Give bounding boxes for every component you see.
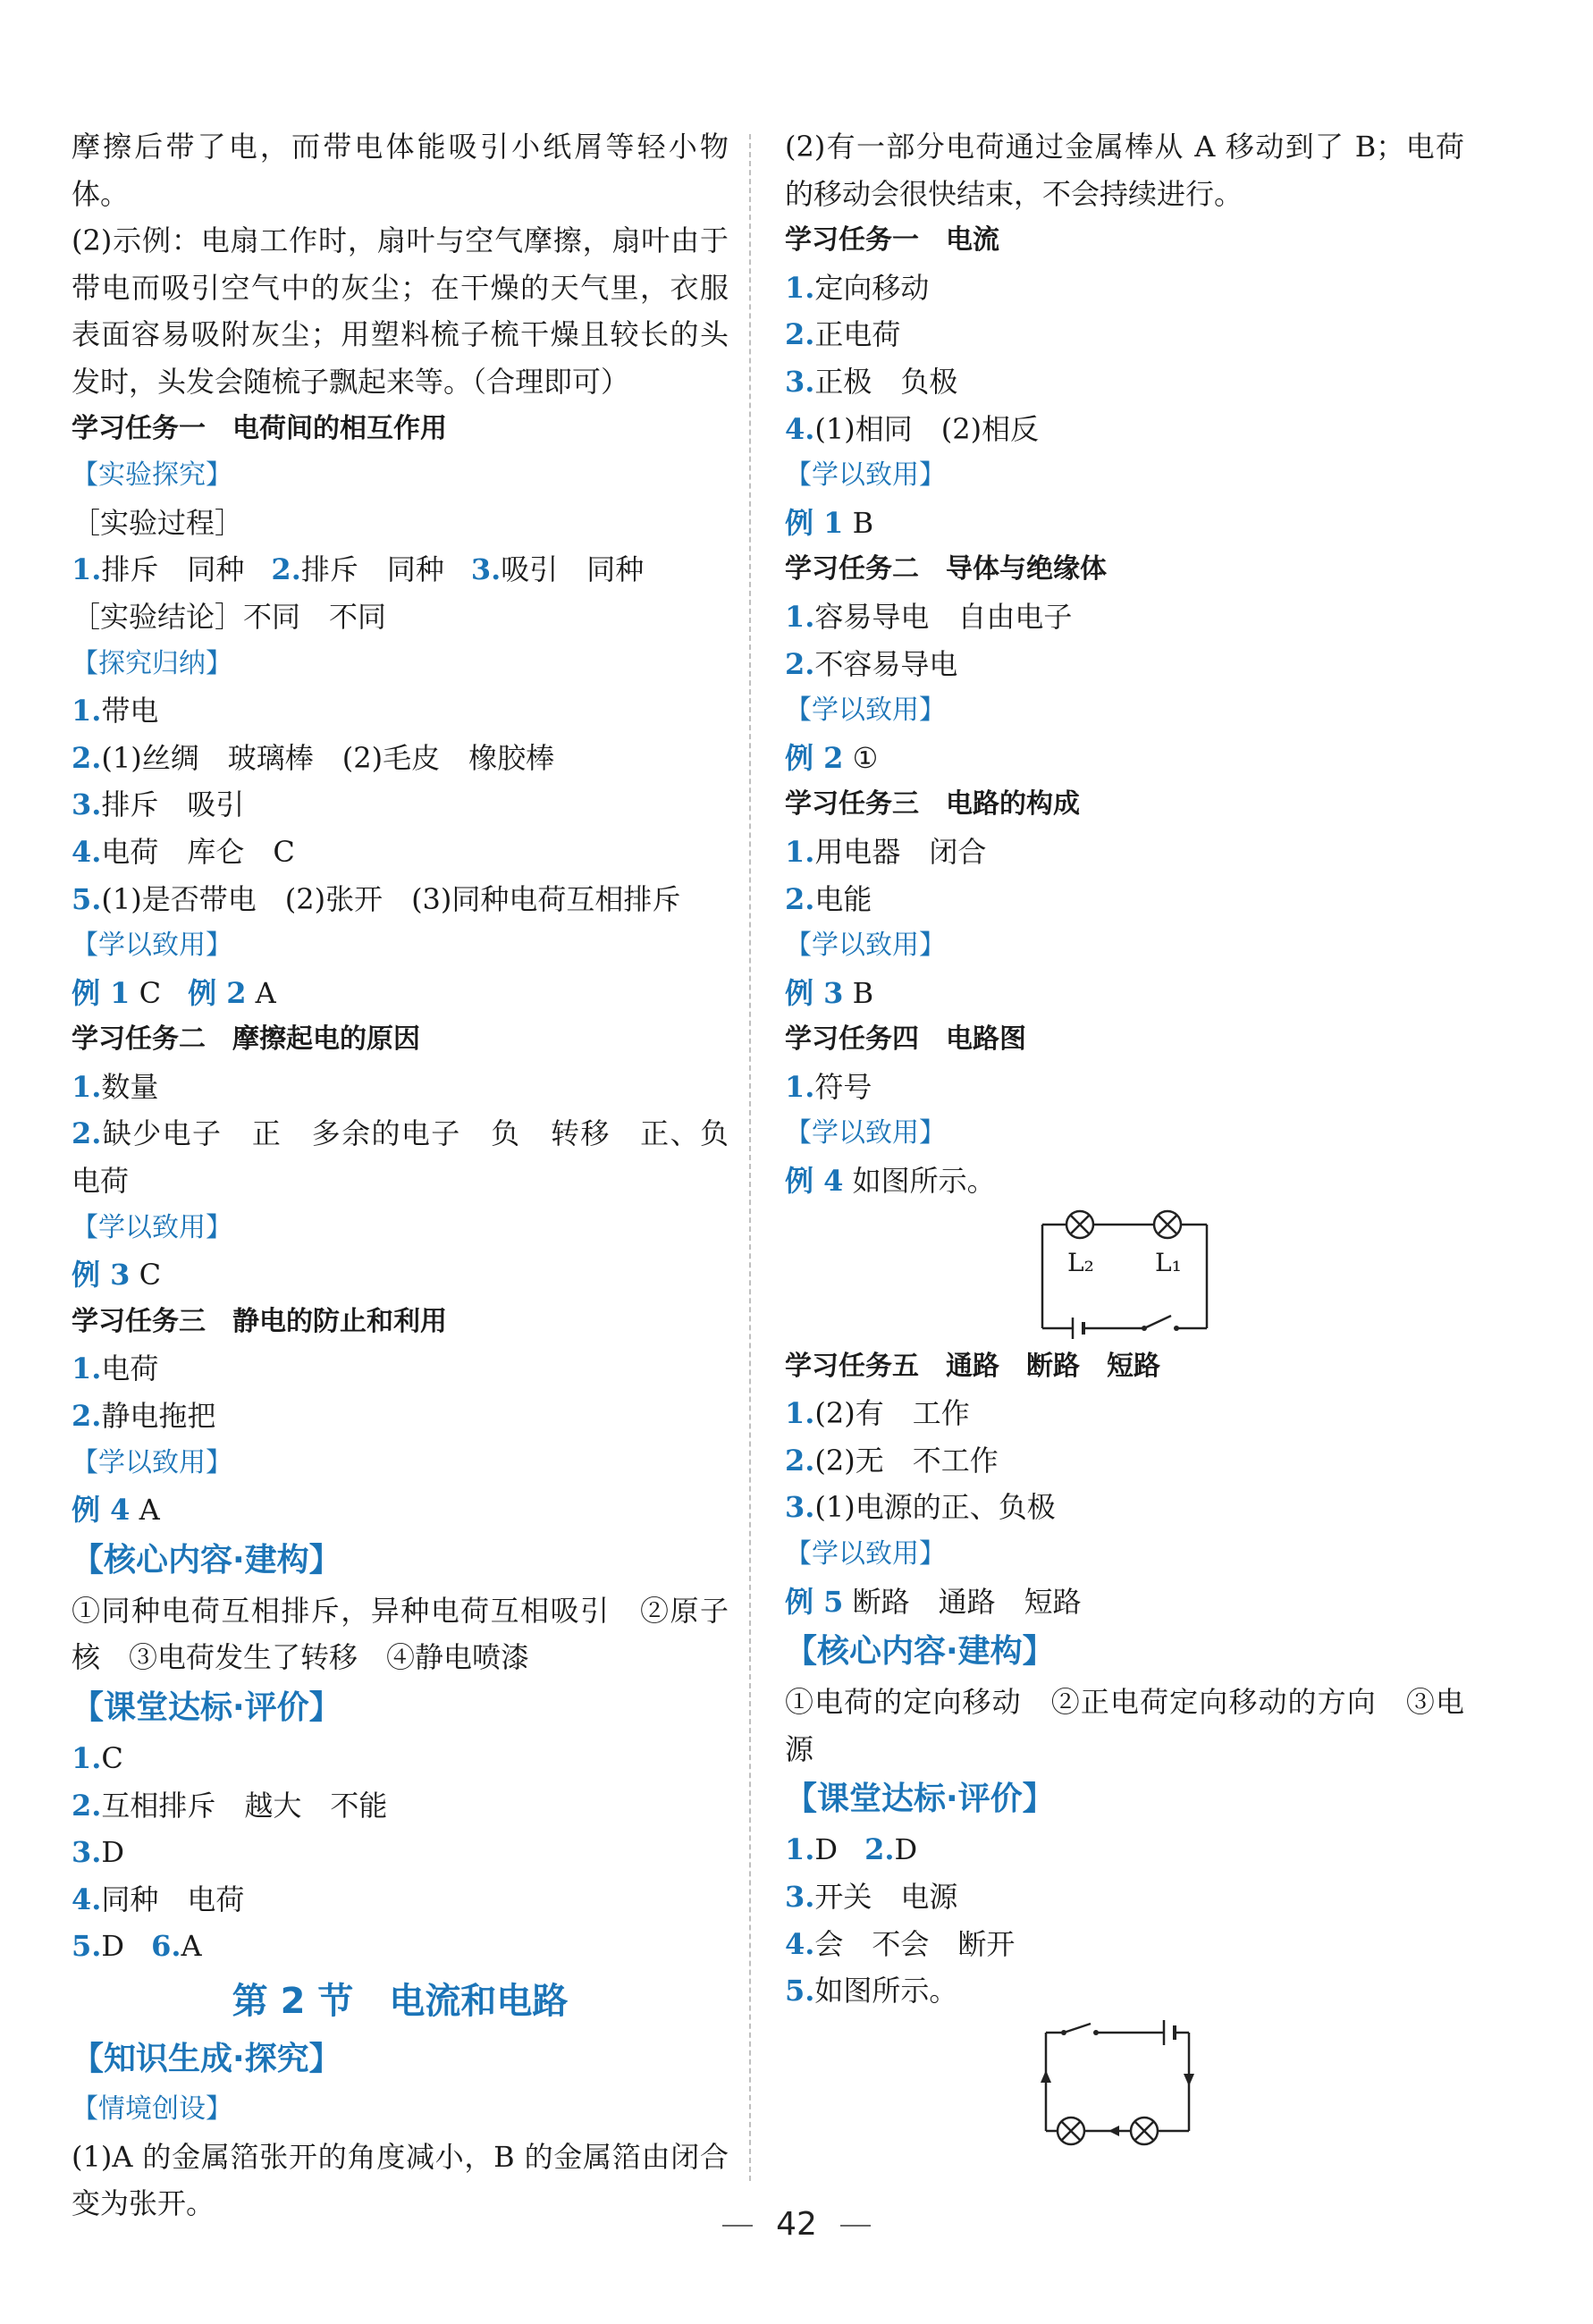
summary-item-3: 3.排斥 吸引 <box>72 787 245 822</box>
r-task1-item-3: 3.正极 负极 <box>785 364 958 399</box>
lamp-icon <box>1131 2118 1158 2144</box>
process-answers: 1.排斥 同种 2.排斥 同种 3.吸引 同种 <box>72 552 645 587</box>
r-task2-title: 学习任务二 导体与绝缘体 <box>785 553 1107 585</box>
apply-tag: 【学以致用】 <box>72 1446 232 1478</box>
r-class-eval-title: 【课堂达标·评价】 <box>785 1781 1055 1818</box>
lamp-icon <box>1058 2118 1084 2144</box>
task2-title: 学习任务二 摩擦起电的原因 <box>72 1023 420 1056</box>
task3-title: 学习任务三 静电的防止和利用 <box>72 1305 447 1337</box>
r-eval-answer-5: 5.如图所示。 <box>785 1974 958 2008</box>
page-footer <box>0 2206 1593 2243</box>
class-eval-title: 【课堂达标·评价】 <box>72 1689 341 1726</box>
r-core-content-title: 【核心内容·建构】 <box>785 1633 1055 1671</box>
apply-tag: 【学以致用】 <box>785 930 946 962</box>
experiment-process-label: ［实验过程］ <box>72 505 244 540</box>
eval-answer-5-6: 5.D 6.A <box>72 1929 202 1964</box>
r-task5-item-1: 1.(2)有 工作 <box>785 1396 970 1431</box>
apply-tag: 【学以致用】 <box>785 459 946 492</box>
r-example-2: 例 2 ① <box>785 740 879 775</box>
r-eval-answer-1-2: 1.D 2.D <box>785 1832 918 1867</box>
left-column <box>72 123 729 2227</box>
r-example-4: 例 4 如图所示。 <box>785 1164 996 1199</box>
apply-tag: 【学以致用】 <box>785 1117 946 1149</box>
experiment-tag: 【实验探究】 <box>72 459 232 492</box>
r-example-1: 例 1 B <box>785 505 874 540</box>
r-task5-title: 学习任务五 通路 断路 短路 <box>785 1350 1160 1382</box>
summary-item-2: 2.(1)丝绸 玻璃棒 (2)毛皮 橡胶棒 <box>72 740 555 775</box>
page-number: 42 <box>776 2206 817 2243</box>
task2-item-2: 2.缺少电子 正 多余的电子 负 转移 正、负电荷 <box>72 1116 729 1199</box>
circuit-diagram-2 <box>785 2015 1464 2149</box>
example-3: 例 3 C <box>72 1258 162 1293</box>
summary-item-4: 4.电荷 库仑 C <box>72 834 295 869</box>
r-task5-item-2: 2.(2)无 不工作 <box>785 1443 999 1478</box>
summary-item-1: 1.带电 <box>72 694 159 728</box>
r-eval-answer-3: 3.开关 电源 <box>785 1880 958 1914</box>
core-content-text: ①同种电荷互相排斥，异种电荷互相吸引 ②原子核 ③电荷发生了转移 ④静电喷漆 <box>72 1593 729 1675</box>
lamp-l1-label: L₁ <box>1155 1247 1182 1277</box>
section-title: 第 2 节 电流和电路 <box>232 1980 569 2022</box>
r-task1-title: 学习任务一 电流 <box>785 224 999 257</box>
r-task3-item-1: 1.用电器 闭合 <box>785 834 987 869</box>
apply-tag: 【学以致用】 <box>72 930 232 962</box>
scene-tag: 【情境创设】 <box>72 2092 232 2125</box>
summary-tag: 【探究归纳】 <box>72 647 232 679</box>
intro-paragraph-1: 摩擦后带了电，而带电体能吸引小纸屑等轻小物体。 <box>72 130 729 211</box>
r-task1-item-1: 1.定向移动 <box>785 270 930 305</box>
eval-answer-3: 3.D <box>72 1835 125 1870</box>
r-task2-item-2: 2.不容易导电 <box>785 646 958 681</box>
continued-text: (2)有一部分电荷通过金属棒从 A 移动到了 B；电荷的移动会很快结束，不会持续进行。 <box>785 130 1464 211</box>
eval-answer-1: 1.C <box>72 1741 123 1775</box>
r-task2-item-1: 1.容易导电 自由电子 <box>785 599 1073 634</box>
apply-tag: 【学以致用】 <box>785 695 946 727</box>
experiment-conclusion: ［实验结论］不同 不同 <box>72 599 387 634</box>
scene-text: (1)A 的金属箔张开的角度减小，B 的金属箔由闭合变为张开。 <box>72 2139 729 2221</box>
apply-tag: 【学以致用】 <box>72 1211 232 1243</box>
task2-item-1: 1.数量 <box>72 1069 159 1104</box>
r-task4-title: 学习任务四 电路图 <box>785 1023 1026 1056</box>
lamp-l2-label: L₂ <box>1067 1247 1094 1277</box>
right-column <box>785 123 1464 2149</box>
summary-item-5: 5.(1)是否带电 (2)张开 (3)同种电荷互相排斥 <box>72 881 681 916</box>
circuit-diagram-1 <box>785 1205 1464 1343</box>
column-divider <box>749 134 751 2181</box>
examples-1-2: 例 1 C 例 2 A <box>72 975 276 1010</box>
task3-item-1: 1.电荷 <box>72 1351 159 1386</box>
task3-item-2: 2.静电拖把 <box>72 1399 216 1434</box>
example-4: 例 4 A <box>72 1493 160 1528</box>
lamp-icon <box>1154 1211 1181 1238</box>
r-task3-title: 学习任务三 电路的构成 <box>785 788 1080 821</box>
r-example-5: 例 5 断路 通路 短路 <box>785 1584 1082 1619</box>
r-task1-item-2: 2.正电荷 <box>785 317 901 352</box>
knowledge-title: 【知识生成·探究】 <box>72 2040 341 2077</box>
r-eval-answer-4: 4.会 不会 断开 <box>785 1926 1016 1961</box>
r-core-content-text: ①电荷的定向移动 ②正电荷定向移动的方向 ③电源 <box>785 1685 1464 1766</box>
intro-paragraph-2: (2)示例：电扇工作时，扇叶与空气摩擦，扇叶由于带电而吸引空气中的灰尘；在干燥的天气里，衣服表面容易吸附灰尘；用塑料梳子梳干燥且较长的头发时，头发会随梳子飘起来等。（合理即可） <box>72 223 729 399</box>
r-task5-item-3: 3.(1)电源的正、负极 <box>785 1490 1056 1525</box>
lamp-icon <box>1066 1211 1093 1238</box>
r-task3-item-2: 2.电能 <box>785 881 872 916</box>
task1-title: 学习任务一 电荷间的相互作用 <box>72 412 447 444</box>
r-task1-item-4: 4.(1)相同 (2)相反 <box>785 411 1040 446</box>
eval-answer-4: 4.同种 电荷 <box>72 1882 245 1916</box>
r-example-3: 例 3 B <box>785 975 874 1010</box>
r-task4-item-1: 1.符号 <box>785 1069 872 1104</box>
core-content-title: 【核心内容·建构】 <box>72 1541 341 1579</box>
eval-answer-2: 2.互相排斥 越大 不能 <box>72 1788 388 1823</box>
apply-tag: 【学以致用】 <box>785 1538 946 1570</box>
